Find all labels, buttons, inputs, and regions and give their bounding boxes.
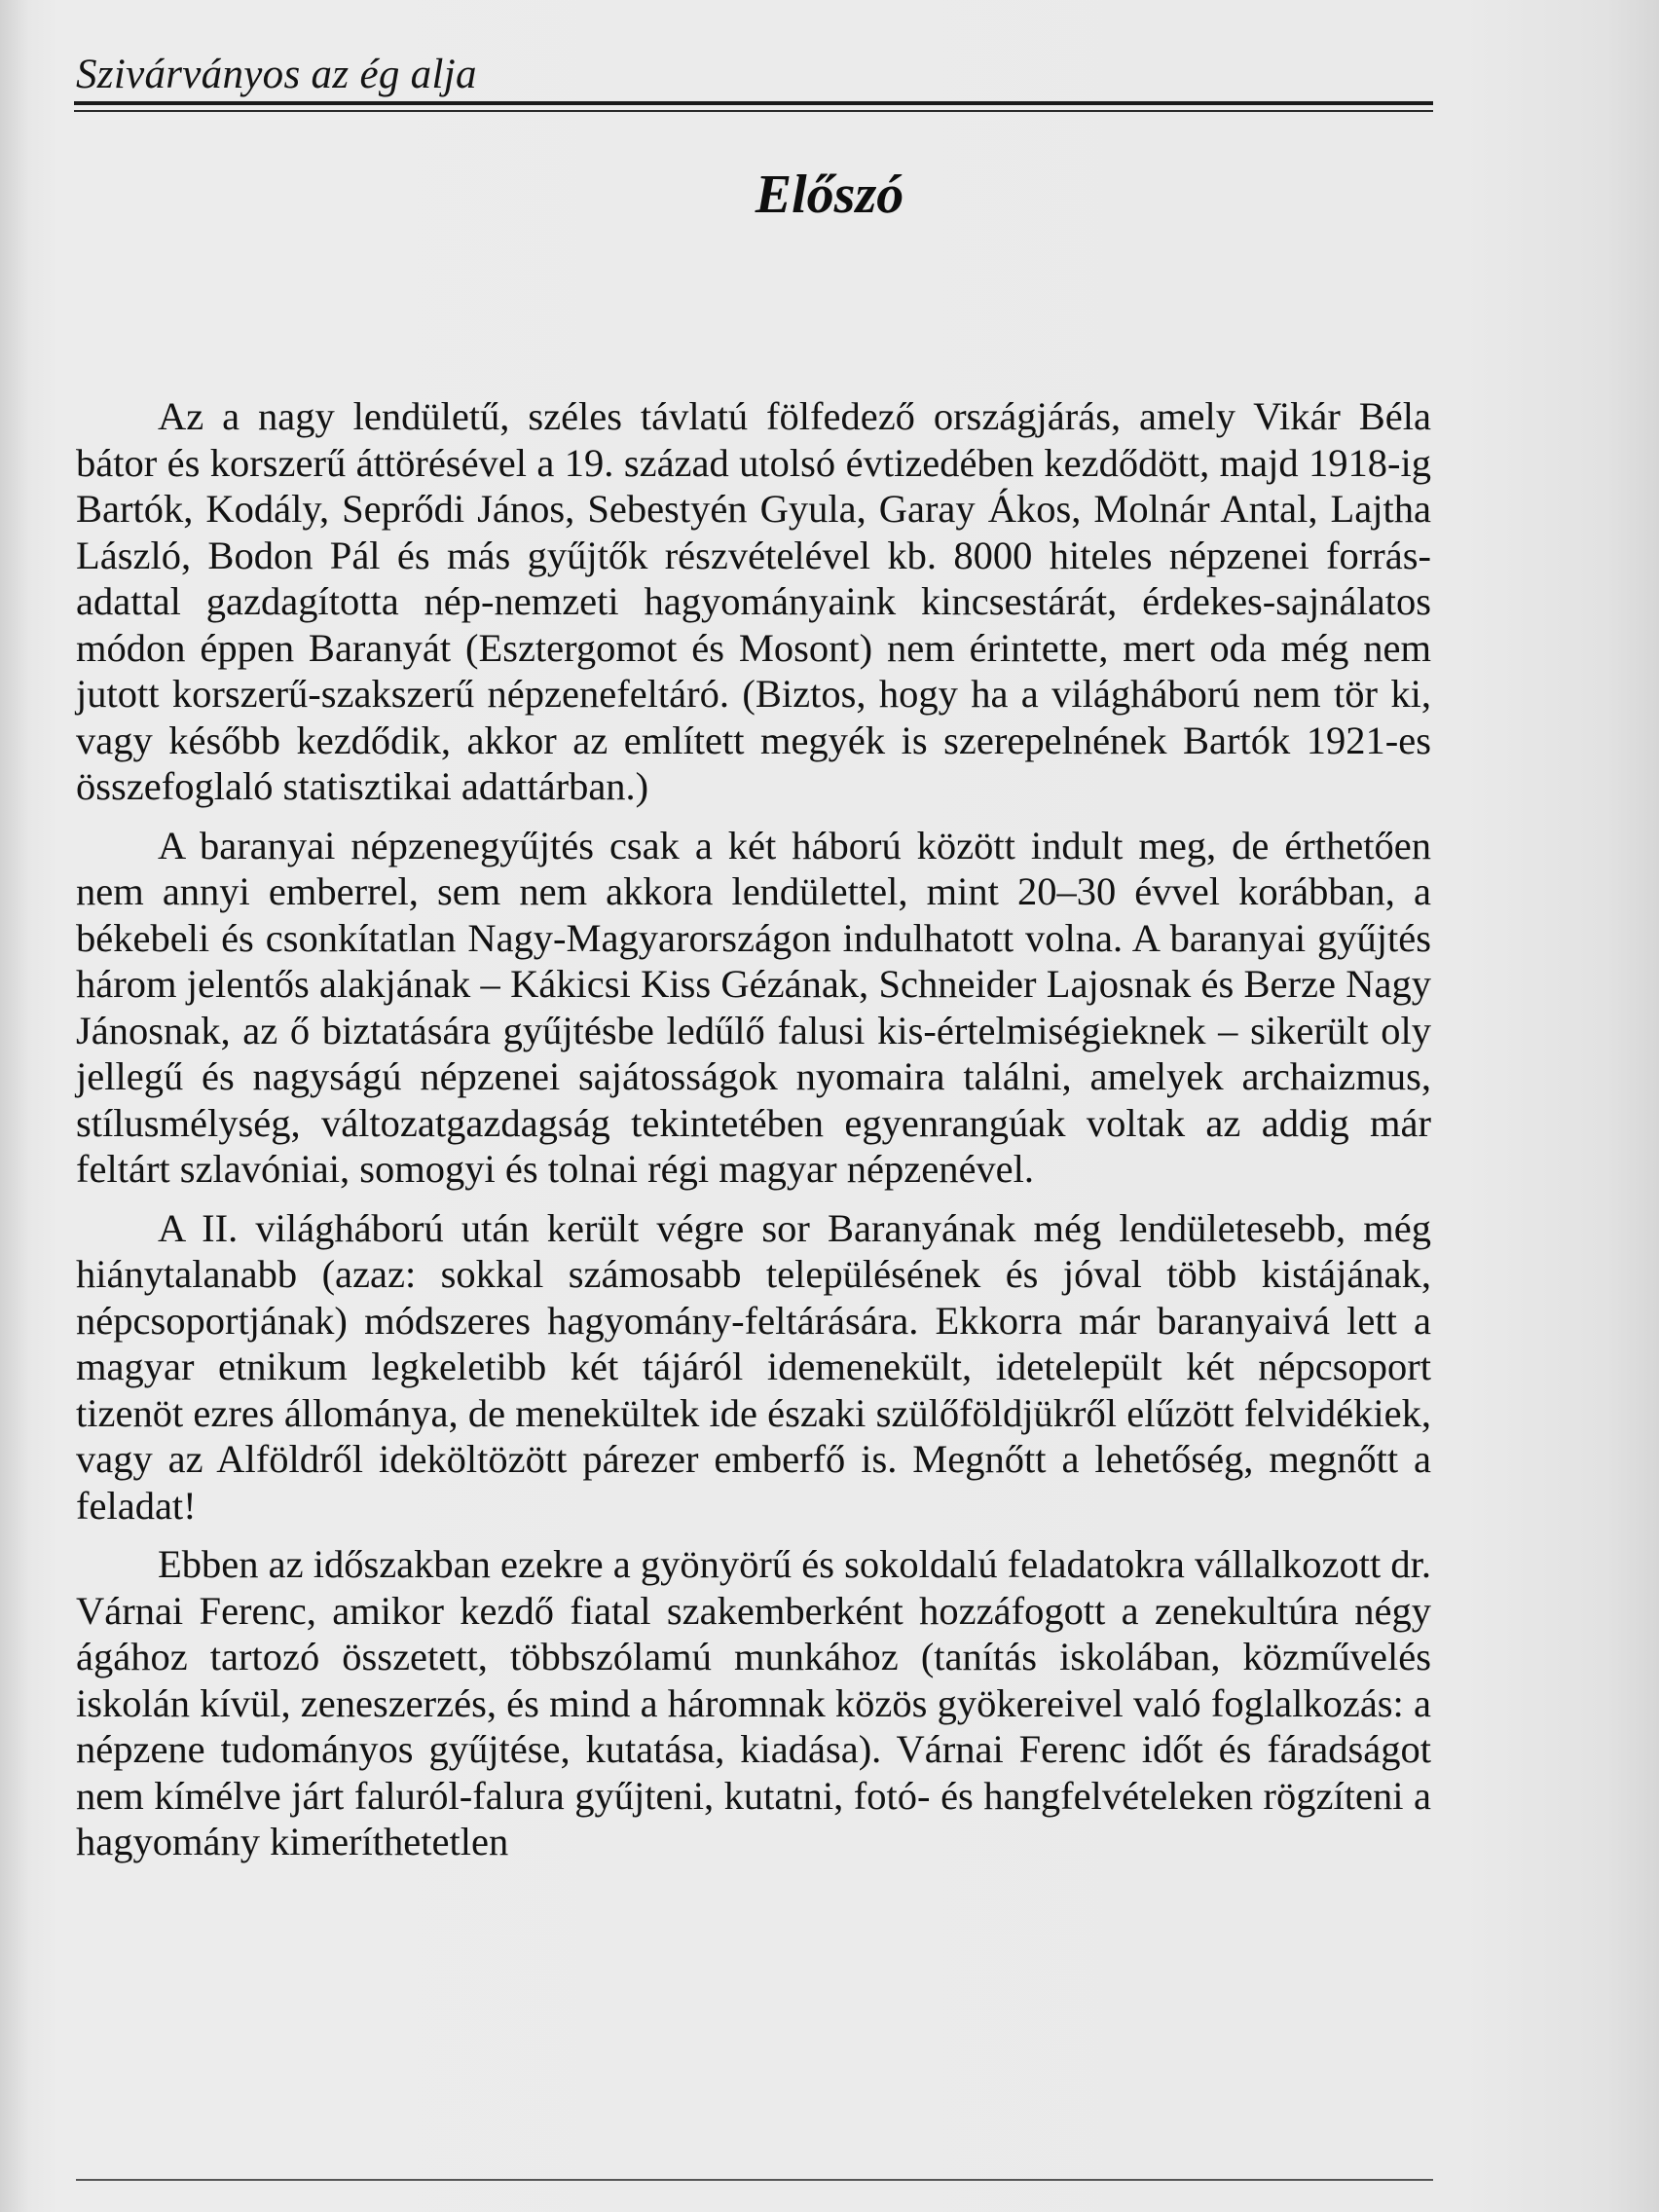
paragraph-2: A baranyai népzenegyűjtés csak a két háború között indult meg, de érthetően nem annyi emberrel, sem nem akkora lendülettel, mint 20–30 évvel korábban, a békebeli és csonkítatlan Nagy-Magyarországon indulhatott volna. A baranyai gyűjtés három jelentős alakjának – Kákicsi Kiss Gézának, Schneider Lajosnak és Berze Nagy Jánosnak, az ő biztatására gyűjtésbe ledűlő falusi kis-értelmiségieknek – sikerült oly jellegű és nagyságú népzenei sajátosságok nyomaira találni, amelyek archaizmus, stílusmélység, változatgazdagság tekintetében egyenrangúak voltak az addig már feltárt szlavóniai, somogyi és tolnai régi magyar népzenével.	[76, 823, 1431, 1191]
section-title: Előszó	[755, 165, 904, 225]
paragraph-4: Ebben az időszakban ezekre a gyönyörű és sokoldalú feladatokra vállalkozott dr. Várnai Ferenc, amikor kezdő fiatal szakemberként hozzáfogott a zenekultúra négy ágához tartozó összetett, többszólamú munkához (tanítás iskolában, közművelés iskolán kívül, zeneszerzés, és mind a háromnak közös gyökereivel való foglalkozás: a népzene tudományos gyűjtése, kutatása, kiadása). Várnai Ferenc időt és fáradságot nem kímélve járt faluról-falura gyűjteni, kutatni, fotó- és hangfelvételeken rögzíteni a hagyomány kimeríthetetlen	[76, 1542, 1431, 1863]
body-text	[76, 393, 1431, 1878]
header-rule-thin	[74, 110, 1433, 112]
running-head-title: Szivárványos az ég alja	[76, 52, 477, 97]
header-rule-thick	[74, 101, 1433, 105]
footer-rule	[76, 2179, 1433, 2181]
paragraph-3: A II. világháború után került végre sor Baranyának még lendületesebb, még hiánytalanabb (azaz: sokkal számosabb településének és jóval több kistájának, népcsoportjának) módszeres hagyomány-feltárására. Ekkorra már baranyaivá lett a magyar etnikum legkeletibb két tájáról idemenekült, idetelepült két népcsoport tizenöt ezres állománya, de menekültek ide északi szülőföldjükről elűzött felvidékiek, vagy az Alföldről ideköltözött párezer emberfő is. Megnőtt a lehetőség, megnőtt a feladat!	[76, 1205, 1431, 1528]
paragraph-1: Az a nagy lendületű, széles távlatú fölfedező országjárás, amely Vikár Béla bátor és korszerű áttörésével a 19. század utolsó évtizedében kezdődött, majd 1918-ig Bartók, Kodály, Seprődi János, Sebestyén Gyula, Garay Ákos, Molnár Antal, Lajtha László, Bodon Pál és más gyűjtők részvételével kb. 8000 hiteles népzenei forrás-adattal gazdagította nép-nemzeti hagyományaink kincsestárát, érdekes-sajnálatos módon éppen Baranyát (Esztergomot és Mosont) nem érintette, mert oda még nem jutott korszerű-szakszerű népzenefeltáró. (Biztos, hogy ha a világháború nem tör ki, vagy később kezdődik, akkor az említett megyék is szerepelnének Bartók 1921-es összefoglaló statisztikai adattárban.)	[76, 394, 1431, 808]
